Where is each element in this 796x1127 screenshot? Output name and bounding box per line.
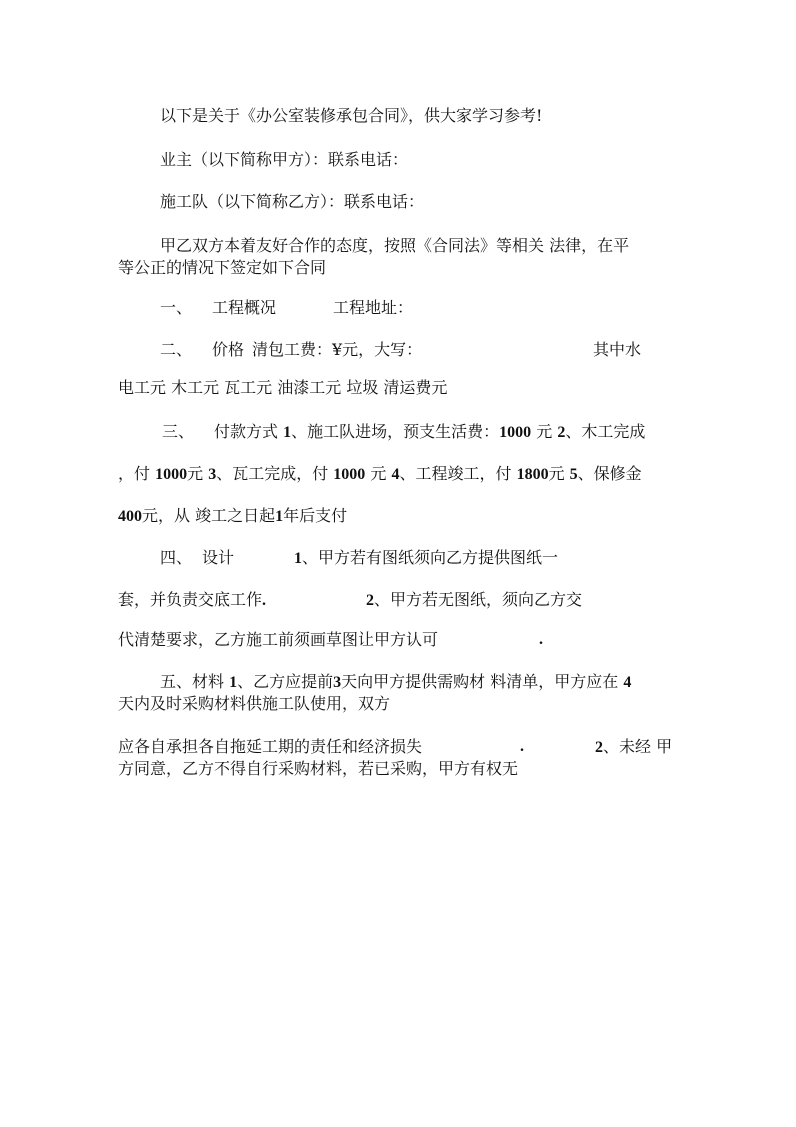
num-3: 3: [208, 466, 217, 483]
num-3: 3: [333, 674, 342, 691]
preamble-line-2: 等公正的情况下签定如下合同: [118, 258, 327, 277]
text: 元: [187, 464, 209, 483]
section2-line-2: 电工元 木工元 瓦工元 油漆工元 垃圾 清运费元: [118, 378, 448, 397]
text: 元: [365, 464, 392, 483]
section5-line-3b: [595, 737, 672, 758]
section5-line-1: [160, 672, 631, 693]
section4-line-3: 代清楚要求，乙方施工前须画草图让甲方认可: [118, 630, 439, 649]
section3-line-2: [118, 464, 642, 485]
section3-title: 付款方式: [214, 422, 279, 441]
text: 、乙方应提前: [237, 672, 334, 691]
text: 、施工队进场，预支生活费：: [291, 422, 500, 441]
period: .: [262, 592, 267, 609]
amount: 1000: [333, 466, 366, 483]
section1-content: 工程地址：: [333, 298, 414, 317]
section3-number: 三、: [162, 422, 195, 441]
num-2: 2: [595, 739, 603, 756]
section5-title: 材料: [192, 672, 225, 691]
num-4: 4: [623, 674, 632, 691]
text: 天向甲方提供需购材 料清单，甲方应在: [341, 672, 624, 691]
text: 、未经 甲: [603, 737, 673, 756]
num-1: 1: [283, 424, 292, 441]
text: 、保修金: [577, 464, 642, 483]
section4-line-2a: [118, 590, 266, 611]
text: 元: [548, 464, 570, 483]
section3-line-3: [118, 506, 347, 527]
section5-line-2: 天内及时采购材料供施工队使用，双方: [118, 694, 391, 713]
num-4: 4: [391, 466, 400, 483]
text: 、甲方若有图纸须向乙方提供图纸一: [302, 548, 559, 567]
text: 、工程竣工，付: [399, 464, 517, 483]
section5-line-4: 方同意，乙方不得自行采购材料，若已采购，甲方有权无: [118, 759, 519, 778]
num-1: 1: [294, 550, 302, 567]
section4-number: 四、: [160, 548, 193, 567]
section5-line-3: 应各自承担各自拖延工期的责任和经济损失: [118, 737, 423, 756]
section5-number: 五、: [160, 672, 193, 691]
section2-content: 清包工费：¥元，大写：: [252, 340, 423, 359]
amount: 1000: [155, 466, 188, 483]
intro-line: 以下是关于《办公室装修承包合同》，供大家学习参考!: [160, 106, 543, 125]
section1-number: 一、: [160, 298, 193, 317]
preamble-line-1: 甲乙双方本着友好合作的态度，按照《合同法》等相关 法律，在平: [160, 236, 630, 255]
amount: 1800: [516, 466, 549, 483]
text: 、瓦工完成，付: [216, 464, 334, 483]
section2-title: 价格: [212, 340, 245, 359]
section4-line-1: [294, 548, 558, 569]
section4-line-3-period: .: [539, 631, 543, 648]
text: 、甲方若无图纸，须向乙方交: [374, 590, 583, 609]
section4-title: 设计: [202, 548, 235, 567]
text: 元: [531, 422, 558, 441]
num-2: 2: [557, 424, 566, 441]
text: 元，从 竣工之日起: [142, 506, 276, 525]
section2-number: 二、: [160, 340, 193, 359]
section4-line-2b: [366, 590, 582, 611]
section5-line-3-period: .: [520, 738, 524, 755]
section3-line-1: [214, 422, 645, 443]
owner-line: 业主（以下简称甲方）：联系电话：: [160, 150, 409, 169]
text: 、木工完成: [565, 422, 646, 441]
text: 年后支付: [283, 506, 348, 525]
contractor-line: 施工队（以下简称乙方）：联系电话：: [160, 192, 425, 211]
amount: 1000: [499, 424, 532, 441]
num: 1: [275, 508, 284, 525]
section1-title: 工程概况: [212, 298, 277, 317]
text: ，付: [118, 464, 156, 483]
num-2: 2: [366, 592, 374, 609]
section2-content-right: 其中水: [593, 340, 642, 359]
num-1: 1: [229, 674, 238, 691]
amount: 400: [118, 508, 142, 525]
num-5: 5: [569, 466, 578, 483]
text: 套，并负责交底工作: [118, 590, 263, 609]
